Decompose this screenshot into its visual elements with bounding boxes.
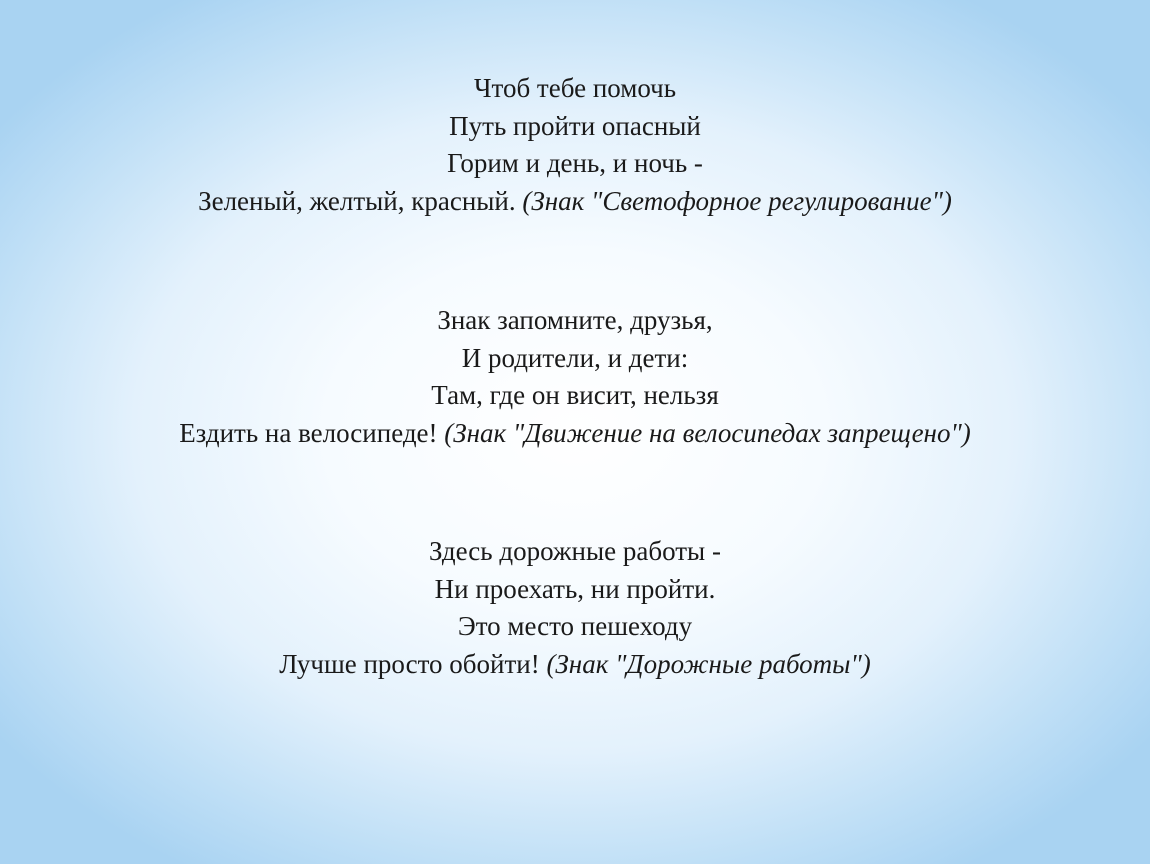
sign-answer: (Знак "Дорожные работы"): [546, 648, 871, 679]
verse-line-with-answer: [0, 415, 1150, 453]
riddle-no-bicycles: [0, 302, 1150, 452]
verse-line: Знак запомните, друзья,: [437, 305, 713, 335]
verse-text: Лучше просто обойти!: [279, 648, 540, 679]
verse-line-with-answer: [0, 183, 1150, 221]
sign-answer: (Знак "Светофорное регулирование"): [522, 185, 952, 216]
verse-line: Ни проехать, ни пройти.: [434, 573, 716, 604]
verse-line: И родители, и дети:: [461, 342, 689, 373]
verse-text: Зеленый, желтый, красный.: [198, 185, 516, 216]
verse-line-with-answer: [0, 646, 1150, 684]
riddle-road-works: [0, 533, 1150, 683]
verse-line: Путь пройти опасный: [449, 110, 701, 141]
verse-line: Здесь дорожные работы -: [429, 536, 721, 566]
verse-line: Чтоб тебе помочь: [473, 73, 677, 103]
verse-line: Там, где он висит, нельзя: [431, 380, 719, 410]
sign-answer: (Знак "Движение на велосипедах запрещено"): [444, 417, 971, 448]
verse-line: Это место пешеходу: [457, 611, 693, 641]
verse-text: Ездить на велосипеде!: [179, 417, 438, 448]
riddle-traffic-light: [0, 70, 1150, 220]
verse-line: Горим и день, и ночь -: [447, 148, 703, 178]
